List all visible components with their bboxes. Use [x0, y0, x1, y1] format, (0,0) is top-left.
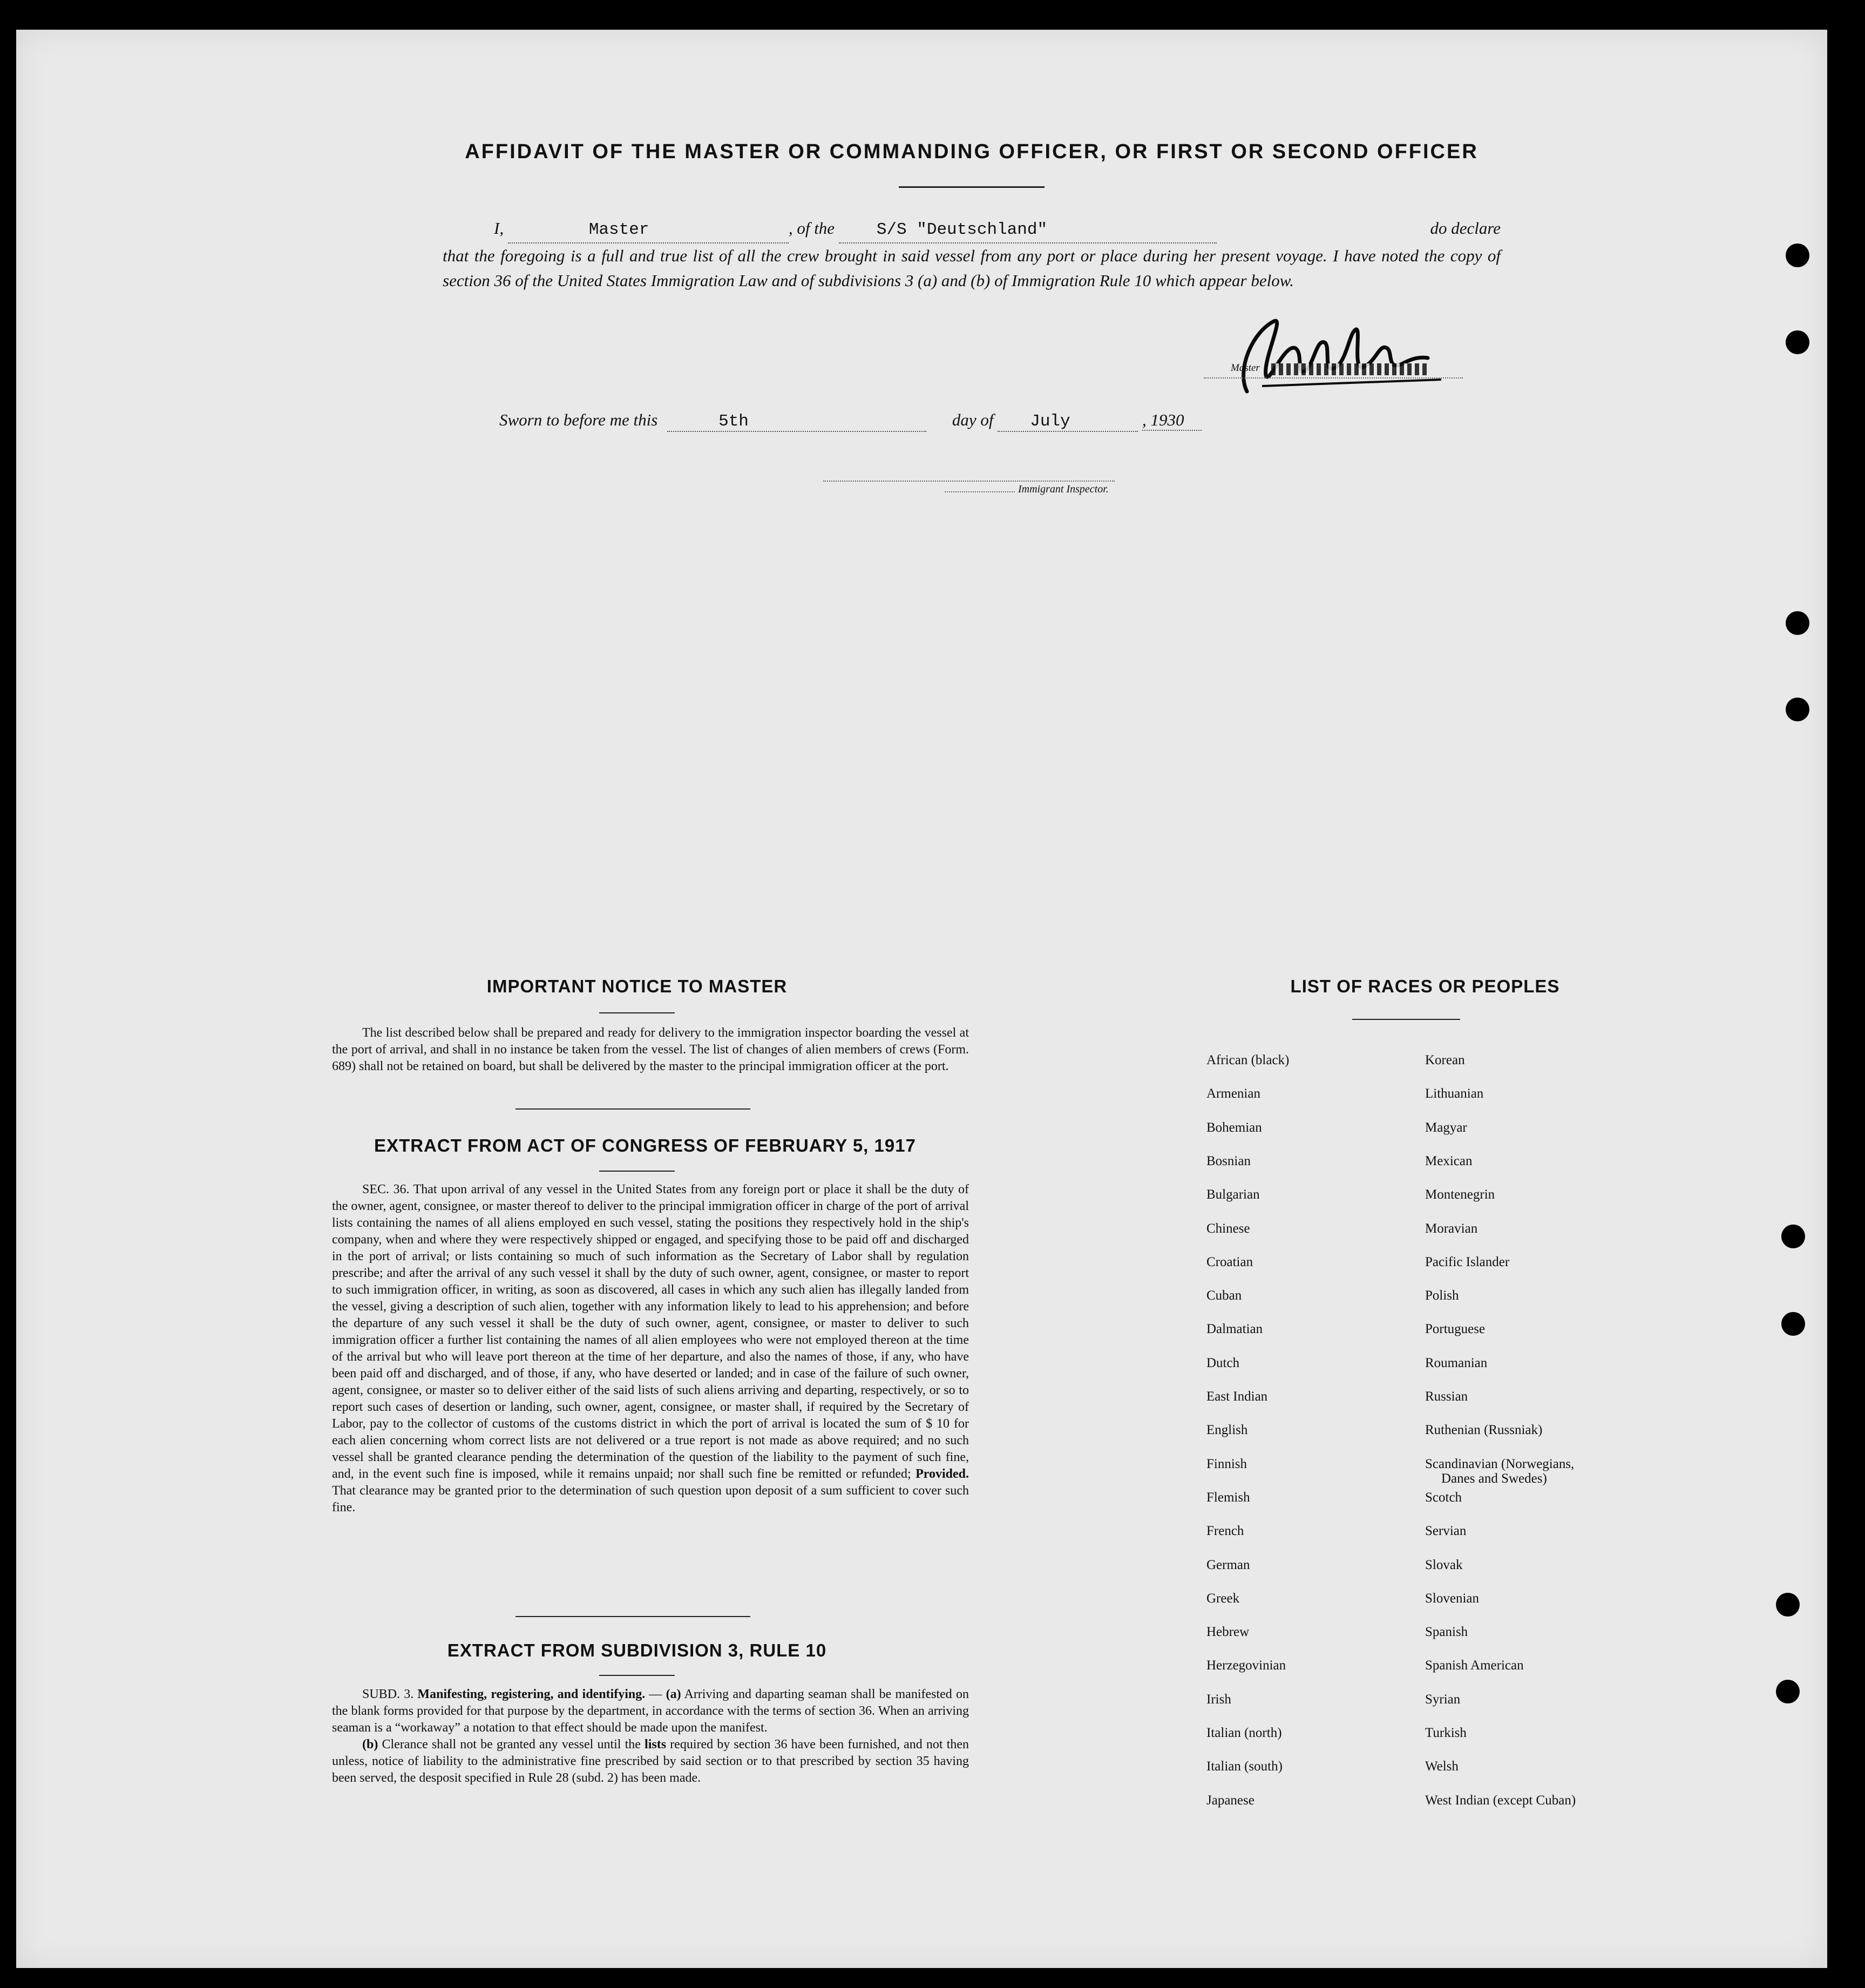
race-item: Armenian — [1206, 1086, 1260, 1101]
race-item: Hebrew — [1206, 1625, 1250, 1640]
subd-b-text2: required by section 36 have been furnished, and not then unless, notice of liability to the administrative fine prescribed by said section or to that prescribed by section 35 having been served, the desposit specified in Rule 28 (subd. 2) has been made. — [332, 1737, 969, 1785]
inspector-signature-line — [823, 481, 1115, 482]
act-text — [332, 1181, 969, 1516]
race-item: Polish — [1425, 1288, 1459, 1303]
subdivision-a — [332, 1686, 969, 1736]
subd-dash: — — [645, 1687, 666, 1701]
act-provided-label: Provided. — [915, 1467, 969, 1481]
race-item: Russian — [1425, 1389, 1468, 1404]
races-divider — [1352, 1019, 1460, 1020]
race-item: Korean — [1425, 1053, 1465, 1067]
race-item: Welsh — [1425, 1759, 1459, 1774]
race-item: Dutch — [1206, 1355, 1240, 1370]
race-item: Bosnian — [1206, 1153, 1251, 1168]
race-item: Moravian — [1425, 1221, 1478, 1236]
declare-label: do declare — [1430, 219, 1501, 238]
race-item: Finnish — [1206, 1456, 1247, 1471]
race-item: Ruthenian (Russniak) — [1425, 1423, 1543, 1438]
subd-b-lists: lists — [645, 1737, 667, 1752]
sworn-label: Sworn to before me this — [499, 410, 658, 429]
affidavit-text — [443, 216, 1501, 293]
race-item: Lithuanian — [1425, 1086, 1484, 1101]
act-main-text: SEC. 36. That upon arrival of any vessel in the United States from any foreign port or place it shall be the duty of the owner, agent, consignee, or master thereof to deliver to the principal immigration officer in charge of the port of arrival lists containing the names of all aliens employed en such vessel, stating the positions they respectively hold in the ship's company, when and where they were respectively shipped or engaged, and specifying those to be paid off and discharged in the port of arrival; or lists containing so much of such information as the Secretary of Labor shall by regulation prescribe; and after the arrival of any such vessel it shall by the duty of such owner, agent, consignee, or master to report to such immigration officer, in writing, as soon as discovered, all cases in which any such alien has illegally landed from the vessel, giving a description of such alien, together with any information likely to lead to his apprehension; and before the departure of any such vessel it shall be the duty of such owner, agent, consignee, or master to deliver to such immigration officer a further list containing the names of all alien employees who were not employed thereon at the time of the arrival but who will leave port thereon at the time of her departure, and also the names of those, if any, who have been paid off and discharged, and of those, if any, who have deserted or landed; and in case of the failure of such owner, agent, consignee, or master so to deliver either of the said lists of such aliens arriving and departing, respectively, or so to report such cases of desertion or landing, such owner, agent, consignee, or master shall, if required by the Secretary of Labor, pay to the collector of customs of the customs district in which the port of arrival is located the sum of $ 10 for each alien concerning whom correct lists are not delivered or a true report is not made as above required; and no such vessel shall be granted clearance pending the determination of the question of the liability to the payment of such fine, and, in the event such fine is imposed, while it remains unpaid; nor shall such fine be remitted or refunded; — [332, 1182, 969, 1481]
race-item: East Indian — [1206, 1389, 1268, 1404]
race-item: Syrian — [1425, 1692, 1461, 1707]
subdivision-divider — [599, 1675, 675, 1676]
subd-a-label: (a) — [666, 1687, 681, 1701]
race-item: Magyar — [1425, 1120, 1467, 1135]
notice-text: The list described below shall be prepared and ready for delivery to the immigration inspector boarding the vessel at the port of arrival, and shall in no instance be taken from the vessel. The list of changes of alien members of crews (Form. 689) shall not be retained on board, but shall be delivered by the master to the principal immigration officer at the port. — [332, 1026, 969, 1073]
race-item: German — [1206, 1557, 1250, 1572]
race-item: Bulgarian — [1206, 1187, 1260, 1202]
race-item: Japanese — [1206, 1793, 1254, 1808]
document-page — [16, 30, 1827, 1968]
punch-hole — [1786, 330, 1809, 354]
race-item: Pacific Islander — [1425, 1254, 1510, 1269]
race-item: Bohemian — [1206, 1120, 1262, 1135]
race-item: Mexican — [1425, 1153, 1473, 1168]
day-of-label: day of — [952, 410, 994, 429]
month-value: July — [1030, 412, 1070, 431]
title-divider — [899, 186, 1045, 188]
subd-a-text: Arriving and daparting seaman shall be manifested on the blank forms provided for that purpose by the department, in accordance with the terms of section 36. When an arriving seaman is a “workaway” a notation to that effect should be made upon the manifest. — [332, 1687, 969, 1735]
race-item: Italian (south) — [1206, 1759, 1283, 1774]
subdivision-text — [332, 1686, 969, 1787]
subd-lead: SUBD. 3. — [362, 1687, 414, 1701]
punch-hole — [1786, 698, 1809, 721]
sworn-line — [499, 410, 1202, 432]
day-value: 5th — [718, 412, 749, 431]
race-item: Cuban — [1206, 1288, 1242, 1303]
race-item-continuation: Danes and Swedes) — [1441, 1471, 1547, 1486]
race-item: Flemish — [1206, 1490, 1250, 1505]
punch-hole — [1781, 1225, 1805, 1248]
race-item: English — [1206, 1423, 1248, 1438]
race-item: Roumanian — [1425, 1355, 1488, 1370]
affidavit-title: AFFIDAVIT OF THE MASTER OR COMMANDING OFFICER, OR FIRST OR SECOND OFFICER — [465, 140, 1479, 163]
of-the-label: , of the — [788, 219, 835, 238]
i-label: I, — [494, 219, 504, 238]
signature-caption: Master — [1231, 362, 1260, 374]
race-item: Croatian — [1206, 1254, 1253, 1269]
race-item: Slovak — [1425, 1557, 1463, 1572]
punch-hole — [1781, 1312, 1805, 1336]
subdivision-b — [332, 1736, 969, 1787]
race-item: Dalmatian — [1206, 1322, 1263, 1337]
year-value: , 1930 — [1142, 410, 1202, 431]
race-item: Scotch — [1425, 1490, 1462, 1505]
race-item: Turkish — [1425, 1726, 1467, 1740]
vessel-value: S/S "Deutschland" — [876, 220, 1048, 239]
race-item: Slovenian — [1425, 1591, 1479, 1606]
notice-end-divider — [516, 1108, 750, 1110]
race-item: Herzegovinian — [1206, 1658, 1286, 1673]
officer-value: Master — [588, 220, 649, 239]
race-item: French — [1206, 1524, 1244, 1539]
master-signature — [1215, 310, 1463, 408]
subd-heading: Manifesting, registering, and identifying. — [417, 1687, 646, 1701]
punch-hole — [1776, 1680, 1800, 1703]
inspector-label: Immigrant Inspector. — [1018, 483, 1109, 495]
act-end-divider — [516, 1616, 750, 1617]
punch-hole — [1776, 1593, 1800, 1617]
notice-divider — [599, 1012, 675, 1013]
punch-hole — [1786, 611, 1809, 635]
subd-b-text1: Clerance shall not be granted any vessel until the — [382, 1737, 641, 1752]
act-end-text: That clearance may be granted prior to the determination of such question upon deposit of a sum sufficient to cover such fine. — [332, 1484, 969, 1514]
act-title: EXTRACT FROM ACT OF CONGRESS OF FEBRUARY 5, 1917 — [374, 1135, 916, 1155]
race-item: African (black) — [1206, 1053, 1290, 1067]
act-divider — [599, 1171, 675, 1172]
race-item: Italian (north) — [1206, 1726, 1282, 1740]
race-item: Servian — [1425, 1524, 1467, 1539]
races-title: LIST OF RACES OR PEOPLES — [1290, 976, 1560, 996]
subd-b-label: (b) — [362, 1737, 378, 1752]
race-item: Spanish American — [1425, 1658, 1524, 1673]
race-item: Chinese — [1206, 1221, 1250, 1236]
race-item: West Indian (except Cuban) — [1425, 1793, 1576, 1808]
race-item: Spanish — [1425, 1625, 1468, 1640]
race-item: Portuguese — [1425, 1322, 1486, 1337]
notice-title: IMPORTANT NOTICE TO MASTER — [486, 976, 788, 996]
affidavit-body: that the foregoing is a full and true list of all the crew brought in said vessel from any port or place during her present voyage. I have noted the copy of section 36 of the United States Immigration Law and of subdivisions 3 (a) and (b) of Immigration Rule 10 which appear below. — [443, 246, 1501, 290]
race-item: Scandinavian (Norwegians, — [1425, 1456, 1575, 1471]
punch-hole — [1786, 244, 1809, 267]
inspector-caption — [945, 483, 1161, 496]
race-item: Montenegrin — [1425, 1187, 1495, 1202]
signature-line — [1204, 377, 1463, 378]
race-item: Greek — [1206, 1591, 1240, 1606]
subdivision-title: EXTRACT FROM SUBDIVISION 3, RULE 10 — [447, 1640, 827, 1660]
race-item: Irish — [1206, 1692, 1231, 1707]
struck-out-title — [1271, 363, 1428, 375]
